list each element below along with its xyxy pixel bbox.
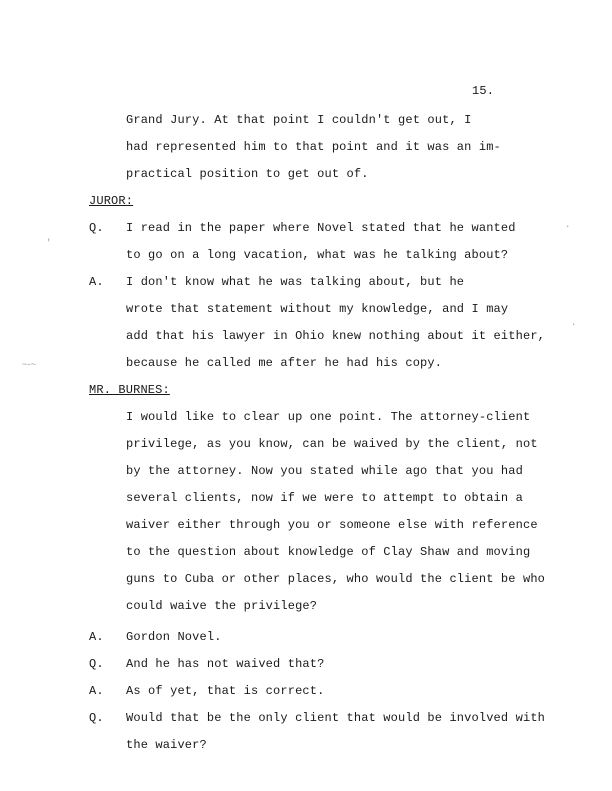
question-marker: Q.: [89, 221, 104, 235]
question-marker: Q.: [89, 657, 104, 671]
body-line: wrote that statement without my knowledge, and I may: [126, 302, 509, 316]
body-line: the waiver?: [126, 738, 207, 752]
body-line: by the attorney. Now you stated while ago that you had: [126, 464, 523, 478]
body-line: I read in the paper where Novel stated that he wanted: [126, 221, 516, 235]
page-number: 15.: [472, 84, 495, 98]
body-line: As of yet, that is correct.: [126, 684, 325, 698]
scan-speck: ·: [571, 320, 577, 330]
body-line: Grand Jury. At that point I couldn't get out, I: [126, 113, 472, 127]
scan-speck: ': [46, 238, 52, 248]
body-line: I would like to clear up one point. The attorney-client: [126, 410, 531, 424]
body-line: Would that be the only client that would be involved with: [126, 711, 546, 725]
body-line: I don't know what he was talking about, but he: [126, 275, 465, 289]
speaker-label-juror: JUROR:: [89, 194, 134, 208]
answer-marker: A.: [89, 630, 104, 644]
body-line: guns to Cuba or other places, who would the client be who: [126, 572, 546, 586]
body-line: waiver either through you or someone else with reference: [126, 518, 538, 532]
answer-marker: A.: [89, 684, 104, 698]
body-line: could waive the privilege?: [126, 599, 318, 613]
body-line: privilege, as you know, can be waived by the client, not: [126, 437, 538, 451]
body-line: had represented him to that point and it was an im-: [126, 140, 501, 154]
body-line: because he called me after he had his copy.: [126, 356, 443, 370]
body-line: Gordon Novel.: [126, 630, 222, 644]
body-line: practical position to get out of.: [126, 167, 369, 181]
body-line: And he has not waived that?: [126, 657, 325, 671]
speaker-label-mr-burnes: MR. BURNES:: [89, 383, 170, 397]
body-line: to the question about knowledge of Clay Shaw and moving: [126, 545, 531, 559]
scan-speck: ~-~: [22, 360, 36, 370]
body-line: several clients, now if we were to attempt to obtain a: [126, 491, 523, 505]
answer-marker: A.: [89, 275, 104, 289]
question-marker: Q.: [89, 711, 104, 725]
body-line: add that his lawyer in Ohio knew nothing about it either,: [126, 329, 546, 343]
scan-speck: ·: [565, 222, 571, 232]
body-line: to go on a long vacation, what was he talking about?: [126, 248, 509, 262]
